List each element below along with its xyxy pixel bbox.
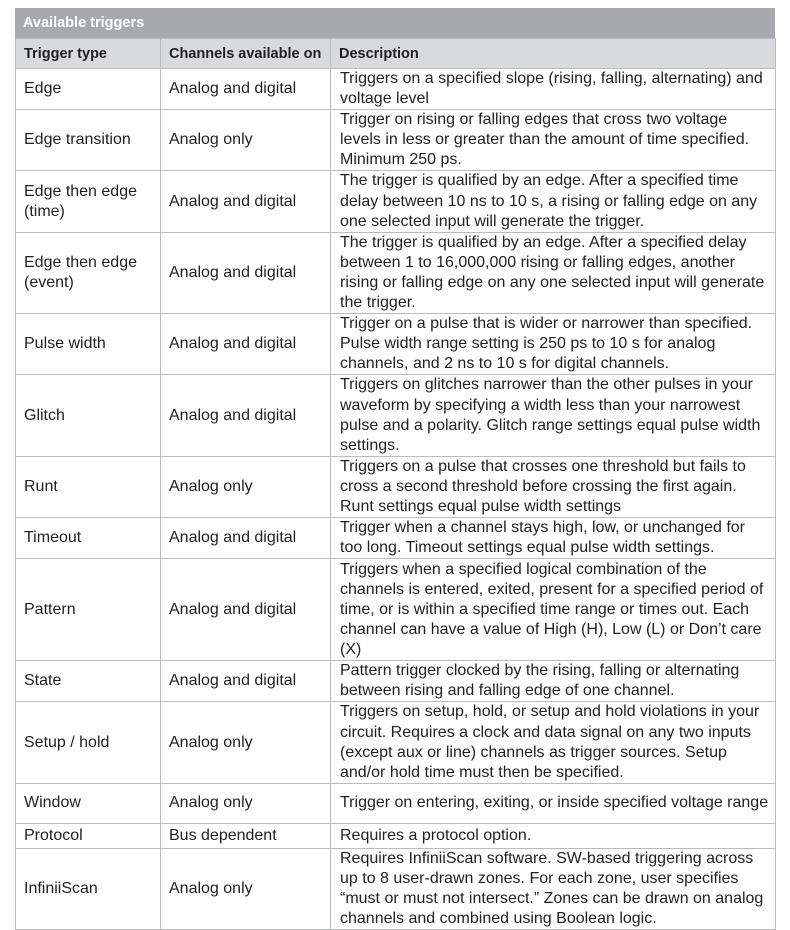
cell-channels: Analog only	[161, 848, 331, 929]
cell-description: The trigger is qualified by an edge. After a specified time delay between 10 ns to 10 s, a rising or falling edge on any one selected input will generate the trigger.	[331, 171, 776, 232]
table-row	[16, 848, 776, 929]
cell-channels: Analog and digital	[161, 375, 331, 456]
cell-description: Requires a protocol option.	[331, 823, 776, 848]
cell-description: Trigger on rising or falling edges that cross two voltage levels in less or greater than the amount of time specified. Minimum 250 ps.	[331, 110, 776, 171]
table-row	[16, 661, 776, 702]
table-row	[16, 559, 776, 661]
header-row	[16, 39, 776, 69]
cell-trigger-type: InfiniiScan	[16, 848, 161, 929]
header-description: Description	[331, 39, 776, 69]
table-row	[16, 69, 776, 110]
cell-trigger-type: Timeout	[16, 518, 161, 559]
table-row	[16, 456, 776, 517]
cell-trigger-type: Setup / hold	[16, 702, 161, 783]
cell-trigger-type: Edge then edge (event)	[16, 232, 161, 313]
cell-channels: Analog only	[161, 110, 331, 171]
table-row	[16, 375, 776, 456]
table-row	[16, 783, 776, 823]
table-body	[16, 69, 776, 930]
cell-trigger-type: Edge transition	[16, 110, 161, 171]
cell-trigger-type: Edge then edge (time)	[16, 171, 161, 232]
table-row	[16, 232, 776, 313]
cell-trigger-type: State	[16, 661, 161, 702]
table-row	[16, 171, 776, 232]
cell-channels: Analog and digital	[161, 518, 331, 559]
cell-description: Trigger on a pulse that is wider or narrower than specified. Pulse width range setting is 250 ps to 10 s for analog channels, and 2 ns to 10 s for digital channels.	[331, 314, 776, 375]
table-row	[16, 518, 776, 559]
cell-trigger-type: Window	[16, 783, 161, 823]
cell-channels: Analog and digital	[161, 661, 331, 702]
cell-description: Pattern trigger clocked by the rising, falling or alternating between rising and falling edge of one channel.	[331, 661, 776, 702]
cell-channels: Analog and digital	[161, 232, 331, 313]
cell-channels: Analog only	[161, 456, 331, 517]
header-channels: Channels available on	[161, 39, 331, 69]
cell-description: Triggers on setup, hold, or setup and hold violations in your circuit. Requires a clock and data signal on any two inputs (except aux or line) channels as trigger sources. Setup and/or hold time must then be specified.	[331, 702, 776, 783]
table-header	[16, 39, 776, 69]
cell-channels: Analog and digital	[161, 171, 331, 232]
cell-channels: Analog and digital	[161, 314, 331, 375]
table-row	[16, 110, 776, 171]
table-row	[16, 823, 776, 848]
table-row	[16, 702, 776, 783]
cell-trigger-type: Runt	[16, 456, 161, 517]
cell-channels: Bus dependent	[161, 823, 331, 848]
cell-description: Triggers when a specified logical combination of the channels is entered, exited, present for a specified period of time, or is within a specified time range or times out. Each channel can have a value of High (H), Low (L) or Don’t care (X)	[331, 559, 776, 661]
cell-channels: Analog only	[161, 783, 331, 823]
header-trigger-type: Trigger type	[16, 39, 161, 69]
cell-description: The trigger is qualified by an edge. After a specified delay between 1 to 16,000,000 rising or falling edges, another rising or falling edge on any one selected input will generate the trigger.	[331, 232, 776, 313]
cell-description: Triggers on a pulse that crosses one threshold but fails to cross a second threshold before crossing the first again. Runt settings equal pulse width settings	[331, 456, 776, 517]
cell-trigger-type: Pattern	[16, 559, 161, 661]
cell-channels: Analog and digital	[161, 559, 331, 661]
cell-description: Requires InfiniiScan software. SW-based triggering across up to 8 user-drawn zones. For each zone, user specifies “must or must not intersect.” Zones can be drawn on analog channels and combined using Boolean logic.	[331, 848, 776, 929]
cell-description: Trigger on entering, exiting, or inside specified voltage range	[331, 783, 776, 823]
triggers-table-container	[15, 8, 775, 930]
cell-description: Triggers on glitches narrower than the other pulses in your waveform by specifying a width less than your narrowest pulse and a polarity. Glitch range settings equal pulse width settings.	[331, 375, 776, 456]
cell-description: Trigger when a channel stays high, low, or unchanged for too long. Timeout settings equal pulse width settings.	[331, 518, 776, 559]
cell-trigger-type: Protocol	[16, 823, 161, 848]
cell-trigger-type: Pulse width	[16, 314, 161, 375]
cell-trigger-type: Glitch	[16, 375, 161, 456]
cell-trigger-type: Edge	[16, 69, 161, 110]
triggers-table	[15, 38, 776, 930]
cell-channels: Analog and digital	[161, 69, 331, 110]
cell-description: Triggers on a specified slope (rising, falling, alternating) and voltage level	[331, 69, 776, 110]
table-title: Available triggers	[15, 8, 775, 38]
table-row	[16, 314, 776, 375]
cell-channels: Analog only	[161, 702, 331, 783]
